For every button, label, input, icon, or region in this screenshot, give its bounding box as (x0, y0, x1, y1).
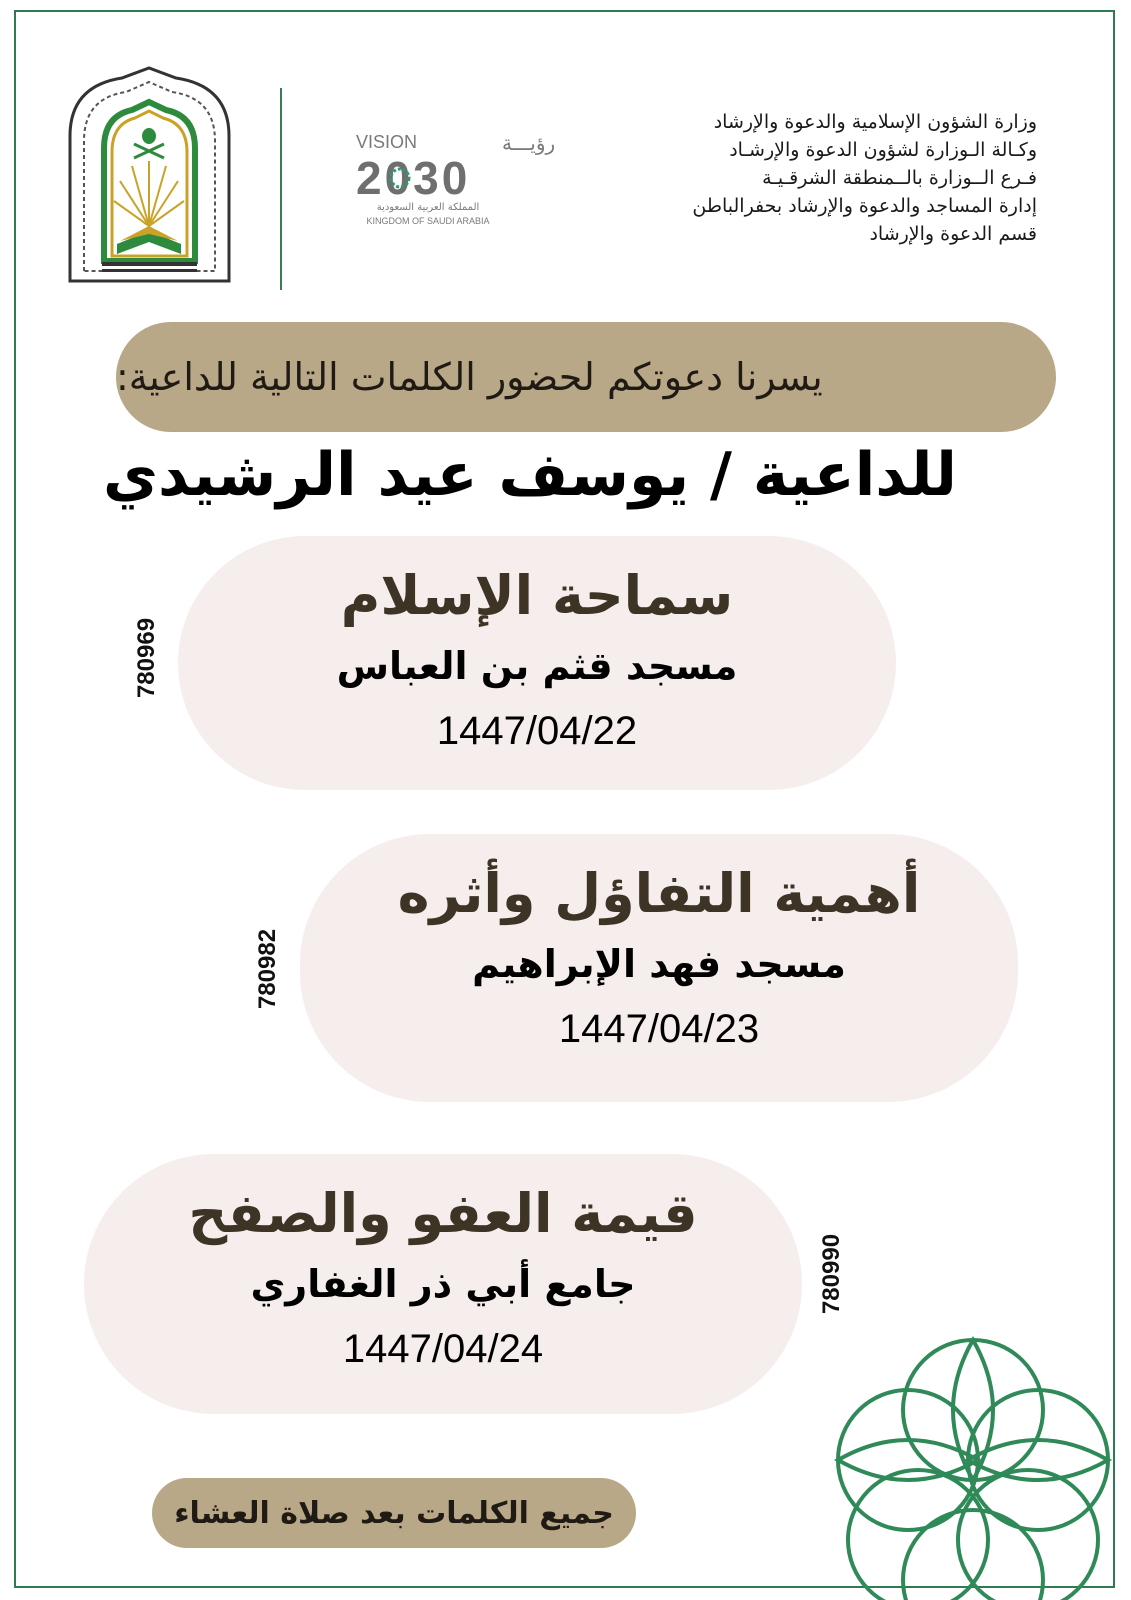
footer-text: جميع الكلمات بعد صلاة العشاء (174, 1495, 614, 1531)
ministry-header-text (617, 108, 1037, 248)
lecture-mosque: مسجد فهد الإبراهيم (472, 942, 846, 986)
lecture-topic: قيمة العفو والصفح (188, 1182, 698, 1245)
ministry-line: إدارة المساجد والدعوة والإرشاد بحفرالباطن (692, 195, 1037, 217)
footer-banner (152, 1478, 636, 1548)
lecture-card (84, 1154, 802, 1414)
lecture-code: 780982 (254, 928, 282, 1010)
lecture-topic: أهمية التفاؤل وأثره (397, 862, 921, 925)
lecture-code: 780969 (133, 617, 161, 699)
lecture-card (178, 536, 896, 790)
vision-year: 2030 (356, 152, 471, 204)
invitation-banner (116, 322, 1056, 432)
lecture-date: 1447/04/22 (436, 709, 638, 753)
ministry-line: قسم الدعوة والإرشاد (869, 223, 1037, 245)
lecture-mosque: مسجد قثم بن العباس (336, 644, 738, 688)
ministry-emblem-logo (62, 66, 237, 286)
lecture-date: 1447/04/24 (342, 1327, 544, 1371)
ministry-line: وزارة الشؤون الإسلامية والدعوة والإرشاد (713, 111, 1037, 133)
geometric-ornament (798, 1300, 1128, 1600)
preacher-name: للداعية / يوسف عيد الرشيدي (103, 440, 957, 510)
vision-arabic-word: رؤيـــة (502, 131, 556, 155)
ministry-line: فـرع الــوزارة بالــمنطقة الشرقـيـة (762, 167, 1037, 189)
ministry-line: وكـالة الـوزارة لشؤون الدعوة والإرشـاد (729, 139, 1037, 161)
lecture-mosque: جامع أبي ذر الغفاري (250, 1262, 636, 1306)
lecture-card (300, 834, 1018, 1102)
lecture-code: 780990 (818, 1233, 846, 1315)
invitation-text: يسرنا دعوتكم لحضور الكلمات التالية للداعية: (116, 355, 823, 399)
vision-word: VISION (356, 132, 418, 152)
lecture-date: 1447/04/23 (558, 1007, 760, 1051)
vision-2030-logo (352, 126, 556, 236)
lecture-topic: سماحة الإسلام (340, 564, 734, 627)
header-divider (280, 88, 282, 290)
vision-kingdom-en: KINGDOM OF SAUDI ARABIA (366, 216, 490, 226)
vision-kingdom-ar: المملكة العربية السعودية (376, 202, 480, 213)
